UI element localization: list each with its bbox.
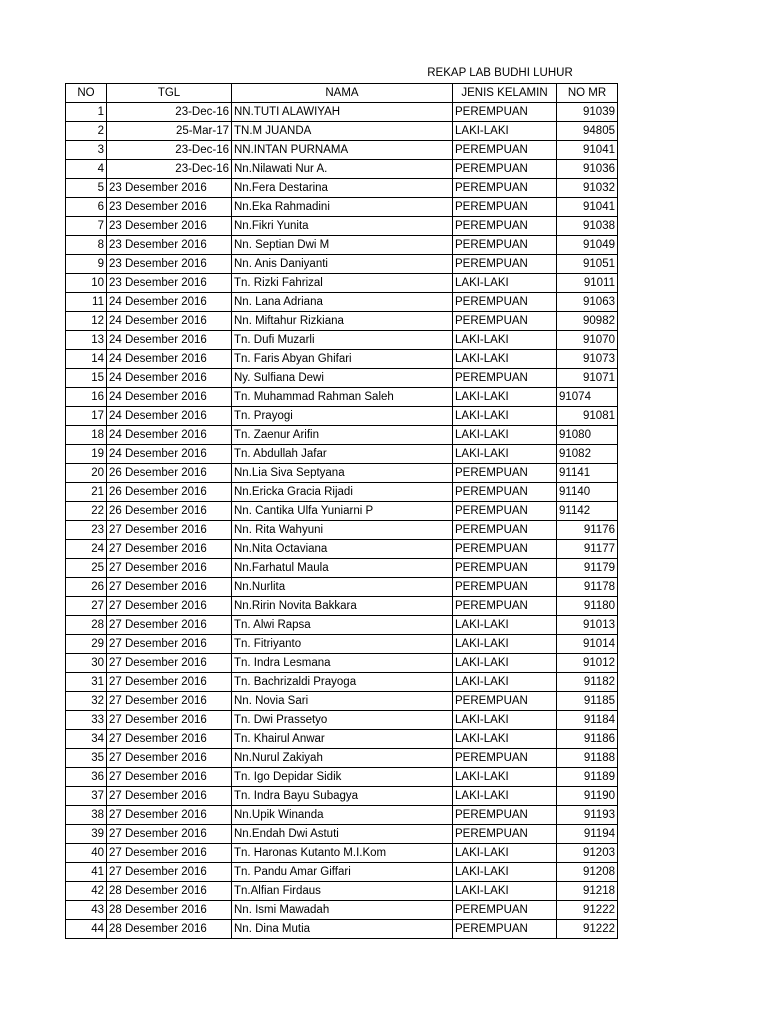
table-row [66, 255, 618, 274]
cell-tgl: 27 Desember 2016 [107, 825, 232, 844]
cell-tgl: 23-Dec-16 [107, 141, 232, 160]
cell-nama: Tn. Haronas Kutanto M.I.Kom [232, 844, 453, 863]
cell-tgl: 27 Desember 2016 [107, 692, 232, 711]
cell-no: 37 [66, 787, 107, 806]
cell-jenis-kelamin: LAKI-LAKI [453, 711, 557, 730]
cell-jenis-kelamin: LAKI-LAKI [453, 388, 557, 407]
cell-tgl: 27 Desember 2016 [107, 787, 232, 806]
table-row [66, 312, 618, 331]
cell-nama: Nn.Fera Destarina [232, 179, 453, 198]
cell-nama: Nn. Miftahur Rizkiana [232, 312, 453, 331]
cell-nama: Tn.Alfian Firdaus [232, 882, 453, 901]
cell-no-mr: 91194 [557, 825, 618, 844]
cell-no-mr: 91032 [557, 179, 618, 198]
cell-jenis-kelamin: PEREMPUAN [453, 806, 557, 825]
cell-no: 5 [66, 179, 107, 198]
cell-no: 6 [66, 198, 107, 217]
cell-nama: Nn. Rita Wahyuni [232, 521, 453, 540]
cell-no-mr: 91141 [557, 464, 618, 483]
table-row [66, 692, 618, 711]
cell-no: 11 [66, 293, 107, 312]
table-row [66, 616, 618, 635]
column-header-tgl: TGL [107, 84, 232, 103]
cell-tgl: 27 Desember 2016 [107, 749, 232, 768]
cell-nama: Nn.Ririn Novita Bakkara [232, 597, 453, 616]
table-row [66, 388, 618, 407]
cell-nama: Tn. Bachrizaldi Prayoga [232, 673, 453, 692]
cell-no-mr: 91188 [557, 749, 618, 768]
cell-no-mr: 91184 [557, 711, 618, 730]
cell-nama: Tn. Alwi Rapsa [232, 616, 453, 635]
cell-no: 15 [66, 369, 107, 388]
cell-tgl: 23-Dec-16 [107, 103, 232, 122]
cell-tgl: 23 Desember 2016 [107, 236, 232, 255]
cell-nama: Nn.Endah Dwi Astuti [232, 825, 453, 844]
table-row [66, 844, 618, 863]
cell-no: 4 [66, 160, 107, 179]
cell-jenis-kelamin: PEREMPUAN [453, 749, 557, 768]
cell-no: 40 [66, 844, 107, 863]
cell-tgl: 27 Desember 2016 [107, 616, 232, 635]
cell-tgl: 23 Desember 2016 [107, 179, 232, 198]
cell-nama: Tn. Dufi Muzarli [232, 331, 453, 350]
cell-jenis-kelamin: PEREMPUAN [453, 597, 557, 616]
cell-nama: Nn.Nurul Zakiyah [232, 749, 453, 768]
cell-nama: Tn. Dwi Prassetyo [232, 711, 453, 730]
cell-no: 3 [66, 141, 107, 160]
cell-nama: Tn. Faris Abyan Ghifari [232, 350, 453, 369]
cell-tgl: 24 Desember 2016 [107, 331, 232, 350]
cell-no: 39 [66, 825, 107, 844]
table-row [66, 483, 618, 502]
cell-no-mr: 91193 [557, 806, 618, 825]
cell-tgl: 27 Desember 2016 [107, 540, 232, 559]
cell-no: 2 [66, 122, 107, 141]
table-row [66, 464, 618, 483]
column-header-no-mr: NO MR [557, 84, 618, 103]
cell-tgl: 24 Desember 2016 [107, 426, 232, 445]
table-row [66, 730, 618, 749]
table-body [66, 103, 618, 939]
cell-nama: Tn. Indra Bayu Subagya [232, 787, 453, 806]
cell-nama: Tn. Rizki Fahrizal [232, 274, 453, 293]
cell-no-mr: 91190 [557, 787, 618, 806]
cell-no-mr: 91222 [557, 901, 618, 920]
cell-no-mr: 91082 [557, 445, 618, 464]
cell-tgl: 27 Desember 2016 [107, 806, 232, 825]
cell-no-mr: 91014 [557, 635, 618, 654]
cell-tgl: 24 Desember 2016 [107, 312, 232, 331]
table-row [66, 863, 618, 882]
cell-tgl: 24 Desember 2016 [107, 293, 232, 312]
cell-jenis-kelamin: PEREMPUAN [453, 293, 557, 312]
cell-no: 34 [66, 730, 107, 749]
table-row [66, 293, 618, 312]
cell-jenis-kelamin: PEREMPUAN [453, 920, 557, 939]
table-row [66, 141, 618, 160]
cell-no: 38 [66, 806, 107, 825]
cell-tgl: 24 Desember 2016 [107, 445, 232, 464]
cell-nama: Ny. Sulfiana Dewi [232, 369, 453, 388]
cell-jenis-kelamin: PEREMPUAN [453, 692, 557, 711]
cell-no: 27 [66, 597, 107, 616]
cell-no-mr: 91063 [557, 293, 618, 312]
table-row [66, 350, 618, 369]
cell-no: 30 [66, 654, 107, 673]
cell-no-mr: 91179 [557, 559, 618, 578]
cell-no: 25 [66, 559, 107, 578]
cell-tgl: 26 Desember 2016 [107, 464, 232, 483]
cell-no: 31 [66, 673, 107, 692]
cell-nama: Nn. Cantika Ulfa Yuniarni P [232, 502, 453, 521]
table-row [66, 160, 618, 179]
cell-no-mr: 91081 [557, 407, 618, 426]
cell-tgl: 27 Desember 2016 [107, 521, 232, 540]
cell-no-mr: 91011 [557, 274, 618, 293]
cell-nama: Nn.Lia Siva Septyana [232, 464, 453, 483]
cell-no: 35 [66, 749, 107, 768]
cell-no-mr: 91049 [557, 236, 618, 255]
cell-jenis-kelamin: LAKI-LAKI [453, 407, 557, 426]
cell-no-mr: 91071 [557, 369, 618, 388]
cell-jenis-kelamin: PEREMPUAN [453, 559, 557, 578]
cell-no: 16 [66, 388, 107, 407]
cell-jenis-kelamin: LAKI-LAKI [453, 635, 557, 654]
cell-tgl: 23 Desember 2016 [107, 274, 232, 293]
cell-no: 26 [66, 578, 107, 597]
cell-tgl: 26 Desember 2016 [107, 483, 232, 502]
cell-tgl: 27 Desember 2016 [107, 673, 232, 692]
cell-tgl: 25-Mar-17 [107, 122, 232, 141]
column-header-jenis-kelamin: JENIS KELAMIN [453, 84, 557, 103]
cell-no-mr: 91177 [557, 540, 618, 559]
cell-nama: NN.INTAN PURNAMA [232, 141, 453, 160]
cell-no-mr: 91041 [557, 198, 618, 217]
cell-no: 13 [66, 331, 107, 350]
cell-no-mr: 91070 [557, 331, 618, 350]
cell-no-mr: 94805 [557, 122, 618, 141]
table-row [66, 787, 618, 806]
table-row [66, 654, 618, 673]
cell-no: 42 [66, 882, 107, 901]
cell-tgl: 27 Desember 2016 [107, 768, 232, 787]
cell-jenis-kelamin: PEREMPUAN [453, 502, 557, 521]
cell-jenis-kelamin: LAKI-LAKI [453, 863, 557, 882]
cell-nama: Nn.Eka Rahmadini [232, 198, 453, 217]
cell-jenis-kelamin: PEREMPUAN [453, 464, 557, 483]
cell-jenis-kelamin: LAKI-LAKI [453, 730, 557, 749]
table-row [66, 749, 618, 768]
cell-nama: Nn.Upik Winanda [232, 806, 453, 825]
table-row [66, 920, 618, 939]
cell-no-mr: 91189 [557, 768, 618, 787]
cell-jenis-kelamin: LAKI-LAKI [453, 844, 557, 863]
cell-tgl: 27 Desember 2016 [107, 559, 232, 578]
cell-jenis-kelamin: PEREMPUAN [453, 312, 557, 331]
cell-tgl: 27 Desember 2016 [107, 730, 232, 749]
cell-tgl: 24 Desember 2016 [107, 388, 232, 407]
cell-no: 10 [66, 274, 107, 293]
cell-nama: Nn.Ericka Gracia Rijadi [232, 483, 453, 502]
cell-no: 20 [66, 464, 107, 483]
cell-no-mr: 91176 [557, 521, 618, 540]
cell-jenis-kelamin: PEREMPUAN [453, 825, 557, 844]
cell-tgl: 23 Desember 2016 [107, 198, 232, 217]
cell-tgl: 28 Desember 2016 [107, 920, 232, 939]
cell-nama: Nn. Septian Dwi M [232, 236, 453, 255]
cell-no-mr: 91203 [557, 844, 618, 863]
table-row [66, 635, 618, 654]
cell-no: 23 [66, 521, 107, 540]
cell-no: 24 [66, 540, 107, 559]
cell-no-mr: 91039 [557, 103, 618, 122]
cell-jenis-kelamin: LAKI-LAKI [453, 122, 557, 141]
cell-no: 18 [66, 426, 107, 445]
cell-nama: Tn. Zaenur Arifin [232, 426, 453, 445]
cell-no-mr: 91208 [557, 863, 618, 882]
column-header-nama: NAMA [232, 84, 453, 103]
cell-no: 7 [66, 217, 107, 236]
cell-jenis-kelamin: LAKI-LAKI [453, 426, 557, 445]
cell-tgl: 23 Desember 2016 [107, 255, 232, 274]
cell-nama: TN.M JUANDA [232, 122, 453, 141]
cell-no: 14 [66, 350, 107, 369]
cell-nama: Nn.Farhatul Maula [232, 559, 453, 578]
table-row [66, 198, 618, 217]
table-row [66, 407, 618, 426]
cell-no: 43 [66, 901, 107, 920]
cell-tgl: 23 Desember 2016 [107, 217, 232, 236]
cell-tgl: 28 Desember 2016 [107, 901, 232, 920]
table-row [66, 331, 618, 350]
cell-jenis-kelamin: LAKI-LAKI [453, 274, 557, 293]
cell-jenis-kelamin: PEREMPUAN [453, 179, 557, 198]
cell-jenis-kelamin: LAKI-LAKI [453, 787, 557, 806]
cell-jenis-kelamin: PEREMPUAN [453, 483, 557, 502]
cell-no-mr: 90982 [557, 312, 618, 331]
table-row [66, 882, 618, 901]
cell-no: 12 [66, 312, 107, 331]
table-row [66, 103, 618, 122]
cell-no: 44 [66, 920, 107, 939]
cell-no: 19 [66, 445, 107, 464]
cell-no: 9 [66, 255, 107, 274]
cell-no: 36 [66, 768, 107, 787]
cell-tgl: 27 Desember 2016 [107, 654, 232, 673]
cell-no: 8 [66, 236, 107, 255]
cell-no-mr: 91073 [557, 350, 618, 369]
cell-jenis-kelamin: LAKI-LAKI [453, 654, 557, 673]
cell-nama: Nn.Nurlita [232, 578, 453, 597]
cell-nama: Nn.Nilawati Nur A. [232, 160, 453, 179]
cell-nama: Nn. Ismi Mawadah [232, 901, 453, 920]
table-row [66, 369, 618, 388]
table-row [66, 578, 618, 597]
cell-nama: Nn.Nita Octaviana [232, 540, 453, 559]
cell-nama: Tn. Fitriyanto [232, 635, 453, 654]
cell-no-mr: 91180 [557, 597, 618, 616]
cell-tgl: 24 Desember 2016 [107, 369, 232, 388]
cell-nama: Nn. Anis Daniyanti [232, 255, 453, 274]
cell-nama: Nn. Novia Sari [232, 692, 453, 711]
cell-jenis-kelamin: PEREMPUAN [453, 236, 557, 255]
cell-no-mr: 91178 [557, 578, 618, 597]
cell-no: 28 [66, 616, 107, 635]
cell-nama: Tn. Khairul Anwar [232, 730, 453, 749]
cell-nama: Nn. Lana Adriana [232, 293, 453, 312]
cell-no-mr: 91051 [557, 255, 618, 274]
cell-tgl: 27 Desember 2016 [107, 844, 232, 863]
table-row [66, 502, 618, 521]
cell-no-mr: 91186 [557, 730, 618, 749]
table-row [66, 540, 618, 559]
cell-no-mr: 91041 [557, 141, 618, 160]
cell-jenis-kelamin: PEREMPUAN [453, 160, 557, 179]
cell-nama: Tn. Prayogi [232, 407, 453, 426]
cell-jenis-kelamin: LAKI-LAKI [453, 673, 557, 692]
cell-no: 29 [66, 635, 107, 654]
cell-no-mr: 91012 [557, 654, 618, 673]
cell-nama: Tn. Igo Depidar Sidik [232, 768, 453, 787]
cell-nama: Tn. Muhammad Rahman Saleh [232, 388, 453, 407]
cell-no-mr: 91013 [557, 616, 618, 635]
cell-no: 41 [66, 863, 107, 882]
table-row [66, 122, 618, 141]
cell-no-mr: 91185 [557, 692, 618, 711]
cell-nama: Tn. Indra Lesmana [232, 654, 453, 673]
cell-jenis-kelamin: PEREMPUAN [453, 540, 557, 559]
table-row [66, 217, 618, 236]
cell-tgl: 24 Desember 2016 [107, 350, 232, 369]
table-row [66, 236, 618, 255]
cell-no-mr: 91218 [557, 882, 618, 901]
table-row [66, 806, 618, 825]
cell-tgl: 27 Desember 2016 [107, 635, 232, 654]
cell-nama: Tn. Abdullah Jafar [232, 445, 453, 464]
cell-no-mr: 91142 [557, 502, 618, 521]
cell-no: 21 [66, 483, 107, 502]
cell-jenis-kelamin: LAKI-LAKI [453, 616, 557, 635]
cell-nama: Nn.Fikri Yunita [232, 217, 453, 236]
table-row [66, 521, 618, 540]
cell-jenis-kelamin: PEREMPUAN [453, 103, 557, 122]
sheet-title: REKAP LAB BUDHI LUHUR [427, 67, 573, 79]
cell-jenis-kelamin: PEREMPUAN [453, 255, 557, 274]
cell-tgl: 27 Desember 2016 [107, 711, 232, 730]
cell-no: 33 [66, 711, 107, 730]
cell-jenis-kelamin: PEREMPUAN [453, 198, 557, 217]
cell-jenis-kelamin: LAKI-LAKI [453, 768, 557, 787]
table-row [66, 768, 618, 787]
table-row [66, 445, 618, 464]
cell-jenis-kelamin: PEREMPUAN [453, 901, 557, 920]
table-row [66, 673, 618, 692]
cell-no-mr: 91140 [557, 483, 618, 502]
cell-no: 17 [66, 407, 107, 426]
table-row [66, 274, 618, 293]
cell-tgl: 24 Desember 2016 [107, 407, 232, 426]
cell-no: 22 [66, 502, 107, 521]
cell-jenis-kelamin: LAKI-LAKI [453, 331, 557, 350]
table-row [66, 825, 618, 844]
rekap-table [65, 83, 618, 939]
cell-jenis-kelamin: LAKI-LAKI [453, 350, 557, 369]
table-row [66, 901, 618, 920]
cell-tgl: 27 Desember 2016 [107, 597, 232, 616]
cell-no: 32 [66, 692, 107, 711]
cell-tgl: 27 Desember 2016 [107, 863, 232, 882]
table-row [66, 711, 618, 730]
table-row [66, 179, 618, 198]
table-row [66, 559, 618, 578]
cell-jenis-kelamin: PEREMPUAN [453, 578, 557, 597]
cell-jenis-kelamin: PEREMPUAN [453, 521, 557, 540]
cell-tgl: 27 Desember 2016 [107, 578, 232, 597]
cell-no-mr: 91080 [557, 426, 618, 445]
cell-no-mr: 91038 [557, 217, 618, 236]
cell-jenis-kelamin: PEREMPUAN [453, 369, 557, 388]
cell-jenis-kelamin: LAKI-LAKI [453, 445, 557, 464]
header-row [66, 84, 618, 103]
cell-nama: Nn. Dina Mutia [232, 920, 453, 939]
cell-no: 1 [66, 103, 107, 122]
cell-jenis-kelamin: LAKI-LAKI [453, 882, 557, 901]
table-row [66, 426, 618, 445]
cell-no-mr: 91182 [557, 673, 618, 692]
cell-jenis-kelamin: PEREMPUAN [453, 217, 557, 236]
cell-jenis-kelamin: PEREMPUAN [453, 141, 557, 160]
cell-nama: Tn. Pandu Amar Giffari [232, 863, 453, 882]
cell-no-mr: 91222 [557, 920, 618, 939]
cell-tgl: 23-Dec-16 [107, 160, 232, 179]
cell-no-mr: 91074 [557, 388, 618, 407]
column-header-no: NO [66, 84, 107, 103]
cell-tgl: 26 Desember 2016 [107, 502, 232, 521]
cell-nama: NN.TUTI ALAWIYAH [232, 103, 453, 122]
cell-tgl: 28 Desember 2016 [107, 882, 232, 901]
cell-no-mr: 91036 [557, 160, 618, 179]
table-row [66, 597, 618, 616]
